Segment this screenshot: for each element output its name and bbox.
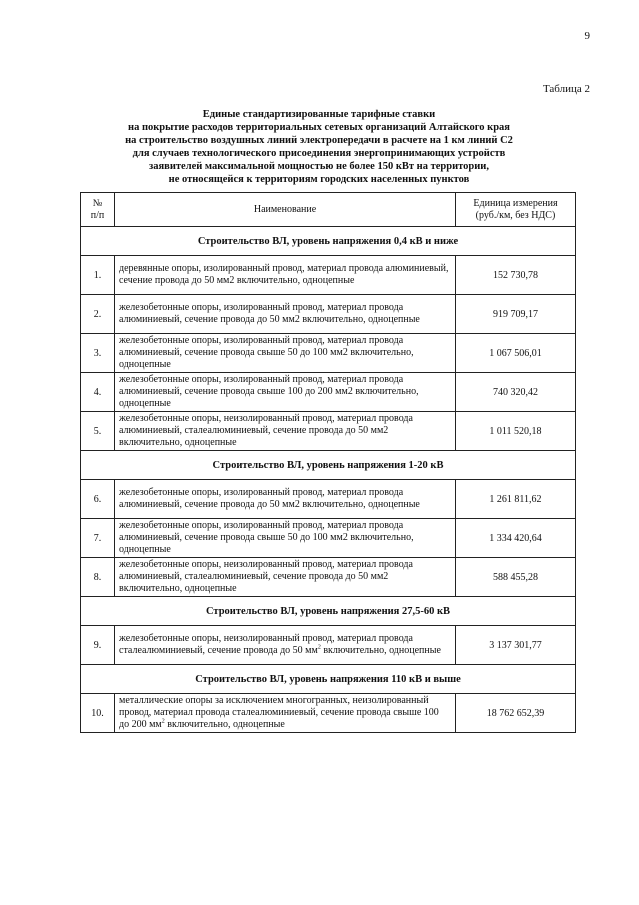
row-name: железобетонные опоры, изолированный провод, материал провода алюминиевый, сечение провода до 50 мм2 включительно, одноцепные	[115, 295, 456, 334]
row-value: 18 762 652,39	[456, 694, 576, 733]
row-name: железобетонные опоры, изолированный провод, материал провода алюминиевый, сечение провода свыше 50 до 100 мм2 включительно, одноцепные	[115, 519, 456, 558]
row-value: 1 067 506,01	[456, 334, 576, 373]
row-name: железобетонные опоры, неизолированный провод, материал провода алюминиевый, сталеалюминиевый, сечение провода до 50 мм2 включительно, одноцепные	[115, 558, 456, 597]
row-num: 6.	[81, 480, 115, 519]
table-title	[60, 108, 578, 186]
header-unit	[456, 193, 576, 227]
superscript: 2	[161, 718, 165, 725]
row-num: 10.	[81, 694, 115, 733]
row-value: 1 334 420,64	[456, 519, 576, 558]
section-title: Строительство ВЛ, уровень напряжения 1-20 кВ	[81, 451, 576, 480]
row-num: 9.	[81, 626, 115, 665]
table-row	[81, 480, 576, 519]
section-title: Строительство ВЛ, уровень напряжения 27,5-60 кВ	[81, 597, 576, 626]
row-value: 3 137 301,77	[456, 626, 576, 665]
row-name-text: включительно, одноцепные	[164, 719, 285, 730]
row-name: железобетонные опоры, неизолированный провод, материал провода алюминиевый, сталеалюминиевый, сечение провода до 50 мм2 включительно, одноцепные	[115, 412, 456, 451]
section-title: Строительство ВЛ, уровень напряжения 0,4 кВ и ниже	[81, 227, 576, 256]
row-name: железобетонные опоры, изолированный провод, материал провода алюминиевый, сечение провода до 50 мм2 включительно, одноцепные	[115, 480, 456, 519]
title-line: для случаев технологического присоединения энергопринимающих устройств	[132, 148, 506, 159]
row-name: деревянные опоры, изолированный провод, материал провода алюминиевый, сечение провода до 50 мм2 включительно, одноцепные	[115, 256, 456, 295]
page-number: 9	[584, 30, 590, 42]
table-row	[81, 256, 576, 295]
row-num: 8.	[81, 558, 115, 597]
section-row	[81, 597, 576, 626]
row-name	[115, 694, 456, 733]
table-row	[81, 519, 576, 558]
section-title: Строительство ВЛ, уровень напряжения 110 кВ и выше	[81, 665, 576, 694]
header-num	[81, 193, 115, 227]
table-label: Таблица 2	[542, 83, 590, 95]
title-line: на строительство воздушных линий электропередачи в расчете на 1 км линий С2	[125, 135, 513, 146]
row-num: 3.	[81, 334, 115, 373]
table-header-row	[81, 193, 576, 227]
header-num-line2: п/п	[90, 209, 105, 221]
section-row	[81, 451, 576, 480]
row-value: 740 320,42	[456, 373, 576, 412]
row-num: 1.	[81, 256, 115, 295]
table-row	[81, 694, 576, 733]
row-name: железобетонные опоры, изолированный провод, материал провода алюминиевый, сечение провода свыше 50 до 100 мм2 включительно, одноцепные	[115, 334, 456, 373]
row-value: 1 261 811,62	[456, 480, 576, 519]
row-name-text: включительно, одноцепные	[320, 645, 441, 656]
row-name-text: железобетонные опоры, неизолированный провод, материал провода сталеалюминиевый, сечение провода до 50 мм	[119, 633, 413, 656]
table-row	[81, 412, 576, 451]
table-row	[81, 295, 576, 334]
row-name: железобетонные опоры, изолированный провод, материал провода алюминиевый, сечение провода свыше 100 до 200 мм2 включительно, одноцепные	[115, 373, 456, 412]
title-line: заявителей максимальной мощностью не более 150 кВт на территории,	[149, 161, 489, 172]
header-num-line1: №	[92, 197, 103, 209]
title-line: Единые стандартизированные тарифные ставки	[202, 109, 436, 120]
row-num: 5.	[81, 412, 115, 451]
row-value: 1 011 520,18	[456, 412, 576, 451]
row-name	[115, 626, 456, 665]
title-line: на покрытие расходов территориальных сетевых организаций Алтайского края	[128, 122, 510, 133]
tariff-table	[80, 192, 576, 733]
row-value: 919 709,17	[456, 295, 576, 334]
table-row	[81, 626, 576, 665]
table-row	[81, 334, 576, 373]
section-row	[81, 227, 576, 256]
title-line: не относящейся к территориям городских населенных пунктов	[168, 174, 470, 185]
row-name-text: металлические опоры за исключением многогранных, неизолированный провод, материал провода сталеалюминиевый, сечение провода свыше 100 до 200 мм	[119, 695, 439, 730]
row-num: 4.	[81, 373, 115, 412]
header-name: Наименование	[115, 193, 456, 227]
row-num: 2.	[81, 295, 115, 334]
header-unit-line2: (руб./км, без НДС)	[475, 209, 556, 221]
row-value: 588 455,28	[456, 558, 576, 597]
superscript: 2	[317, 644, 321, 651]
table-row	[81, 373, 576, 412]
row-num: 7.	[81, 519, 115, 558]
row-value: 152 730,78	[456, 256, 576, 295]
section-row	[81, 665, 576, 694]
header-unit-line1: Единица измерения	[473, 197, 558, 209]
table-row	[81, 558, 576, 597]
